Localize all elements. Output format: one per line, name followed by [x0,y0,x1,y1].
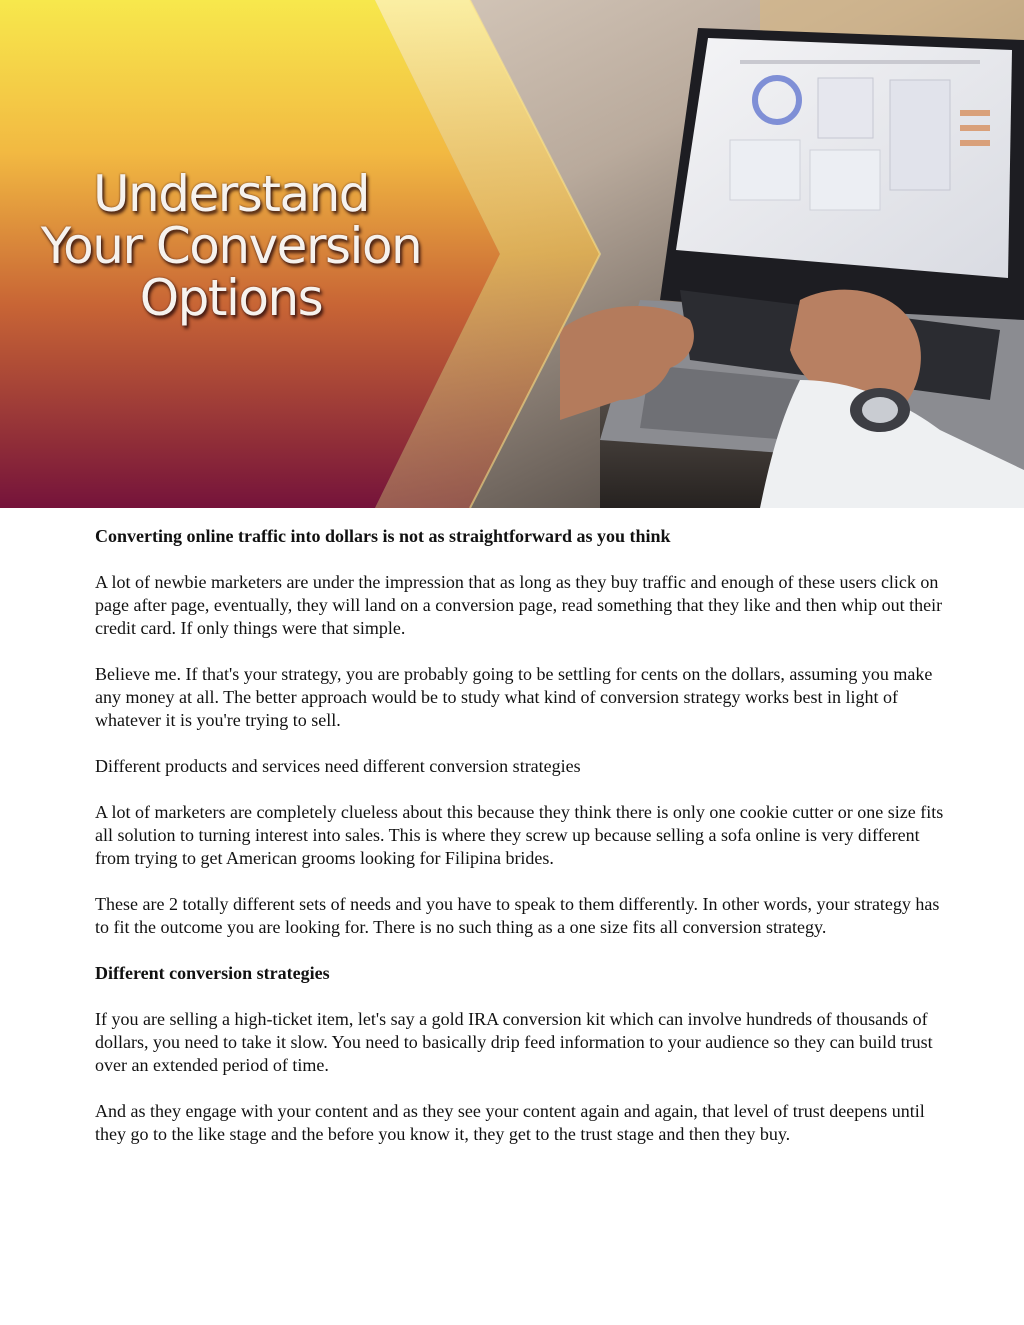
banner-title-line-3: Options [139,269,323,327]
article-paragraph: If you are selling a high-ticket item, let's say a gold IRA conversion kit which can involve hundreds of thousands of dollars, you need to take it slow. You need to basically drip feed information to your audience so they can build trust over an extended period of time. [95,1009,933,1075]
header-banner [0,0,1024,508]
article-paragraph: A lot of newbie marketers are under the impression that as long as they buy traffic and enough of these users click on page after page, eventually, they will land on a conversion page, read something that they like and then whip out their credit card. If only things were that simple. [95,572,943,638]
article-paragraph: These are 2 totally different sets of needs and you have to speak to them differently. In other words, your strategy has to fit the outcome you are looking for. There is no such thing as a one size fits all conversion strategy. [95,894,940,937]
article-heading-intro: Converting online traffic into dollars is not as straightforward as you think [95,526,671,546]
article-subheading: Different products and services need different conversion strategies [95,756,581,776]
banner-title-line-2: Your Conversion [40,217,422,275]
article-paragraph: And as they engage with your content and as they see your content again and again, that level of trust deepens until they go to the like stage and the before you know it, they get to the trust stage and then they buy. [95,1101,925,1144]
article-paragraph: Believe me. If that's your strategy, you are probably going to be settling for cents on the dollars, assuming you make any money at all. The better approach would be to study what kind of conversion strategy works best in light of whatever it is you're trying to sell. [95,664,933,730]
banner-title-line-1: Understand [92,165,370,223]
article-paragraph: A lot of marketers are completely clueless about this because they think there is only one cookie cutter or one size fits all solution to turning interest into sales. This is where they screw up because selling a sofa online is very different from trying to get American grooms looking for Filipina brides. [95,802,944,868]
banner-title [0,165,462,327]
article-body [95,525,945,1169]
article-heading-strategies: Different conversion strategies [95,963,330,983]
